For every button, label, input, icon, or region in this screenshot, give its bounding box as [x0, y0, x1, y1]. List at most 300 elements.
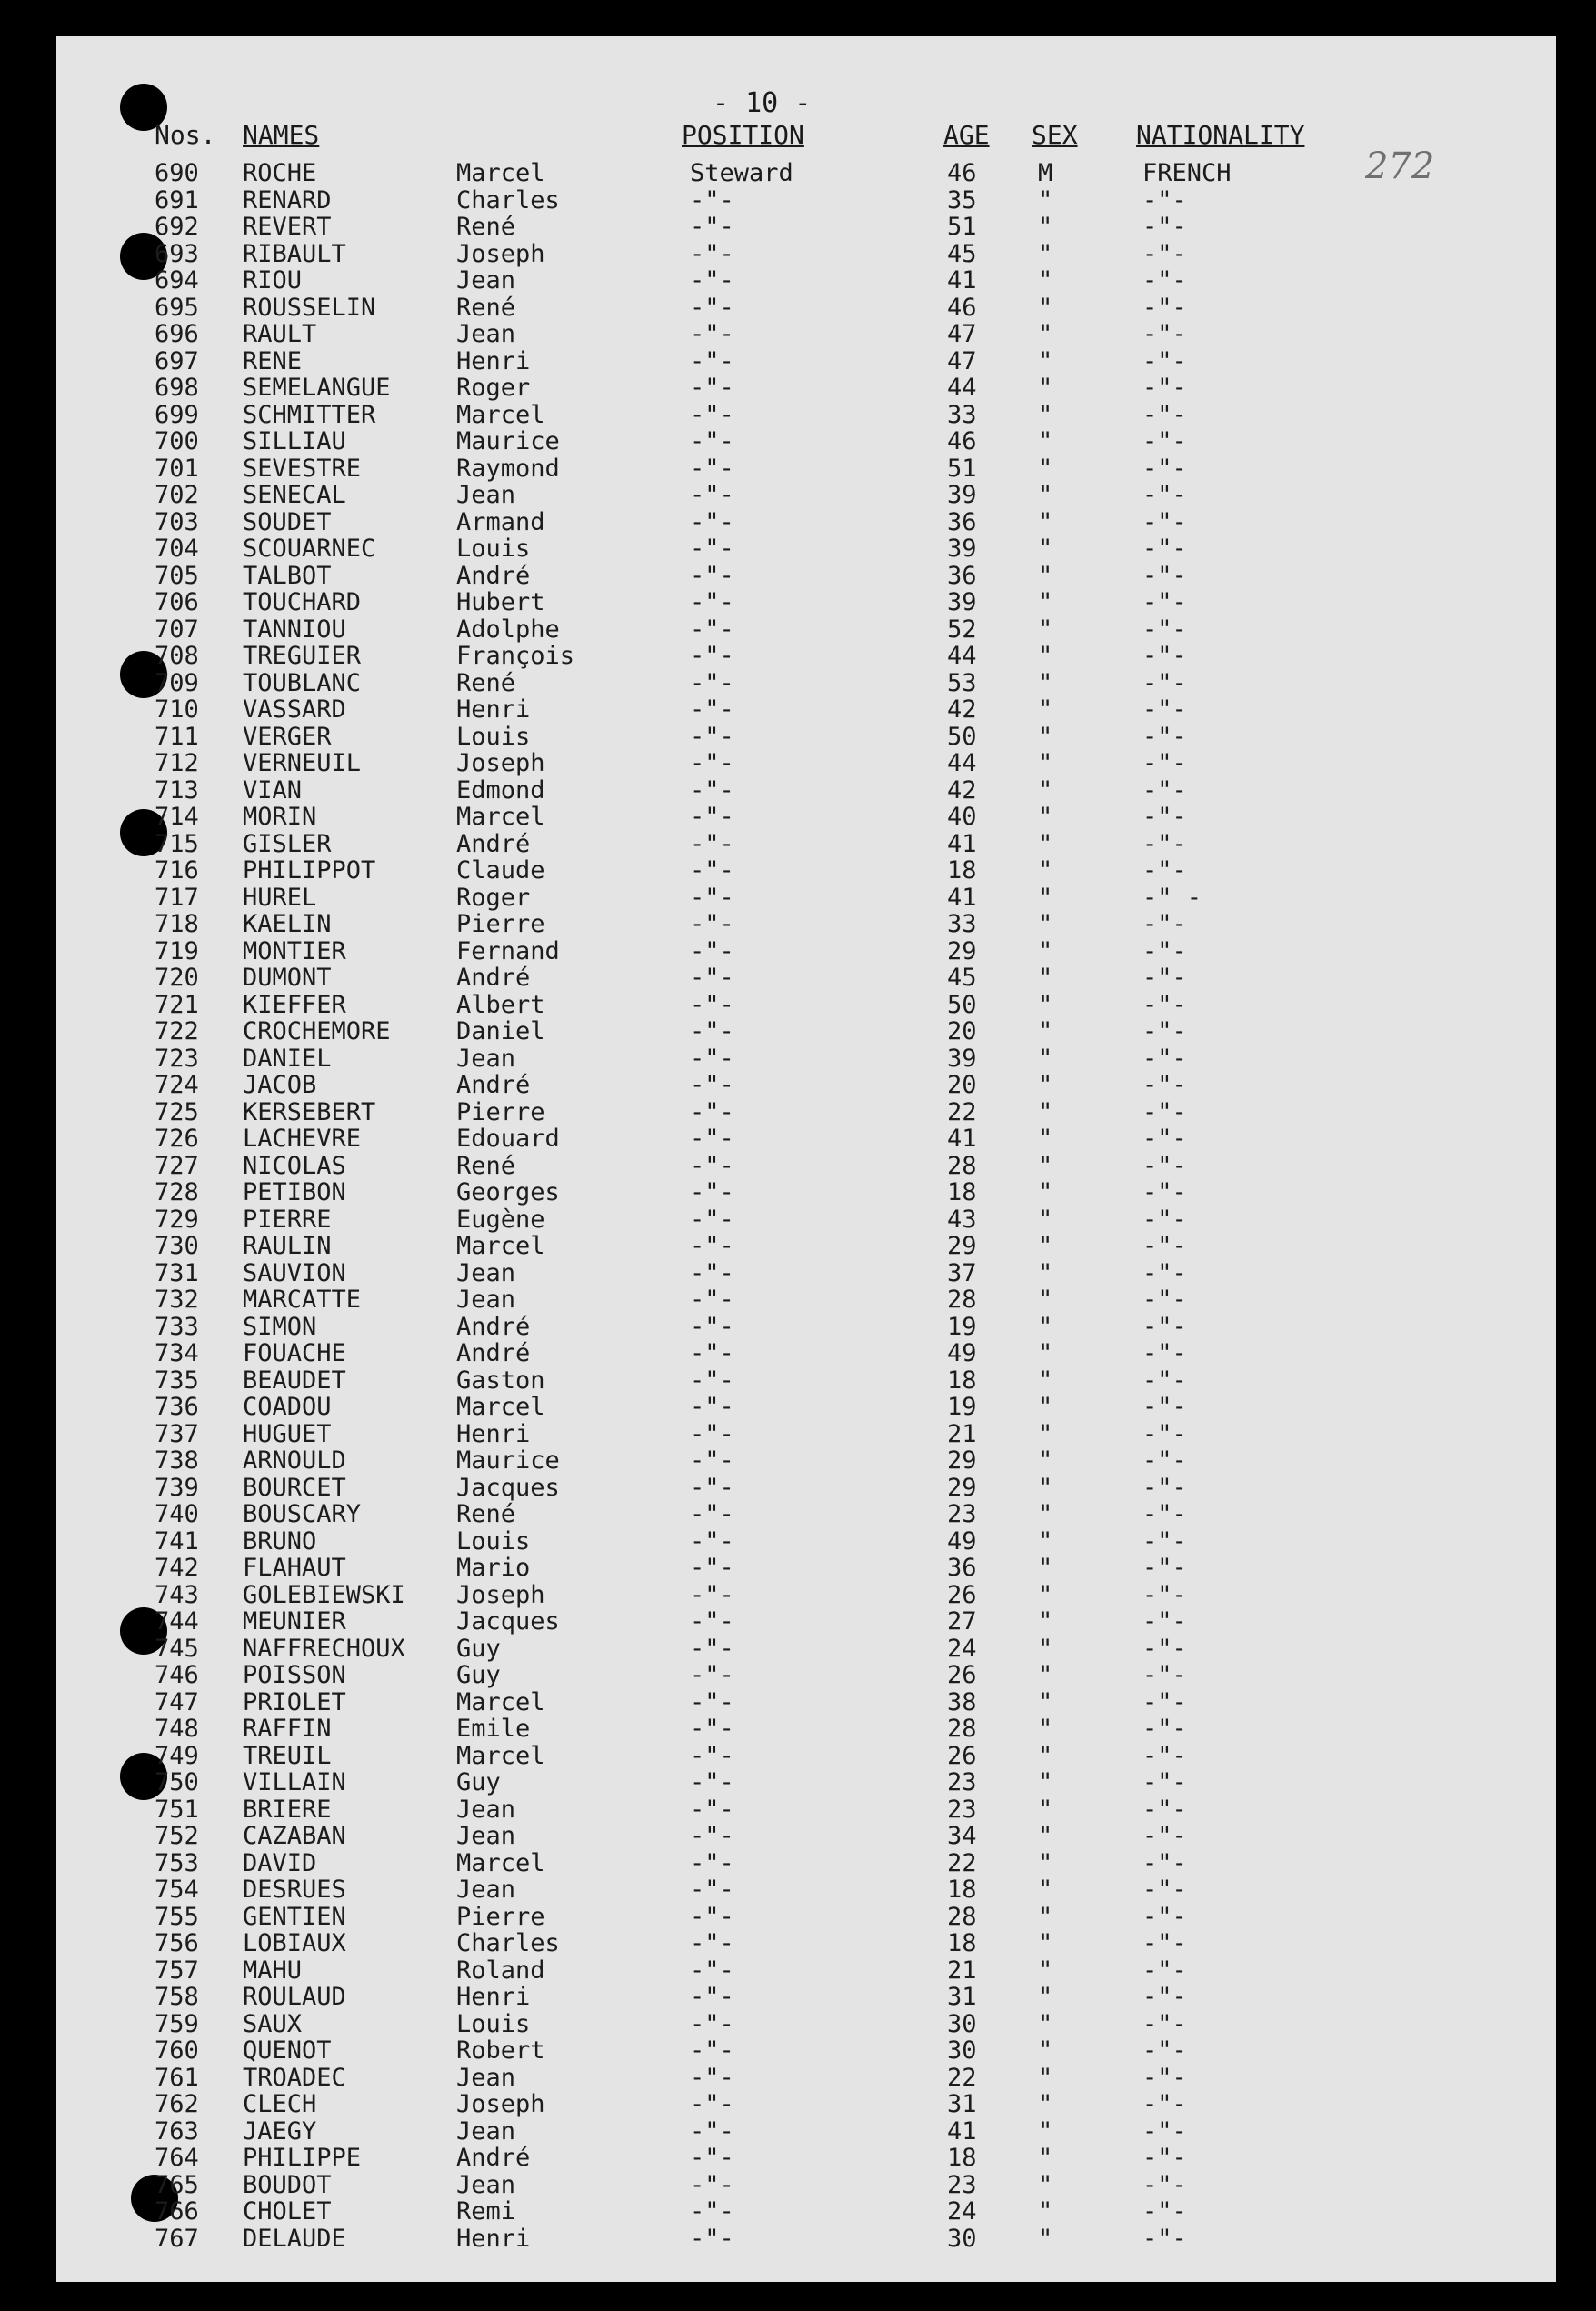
position: -"- — [690, 2116, 734, 2146]
age: 39 — [947, 588, 977, 616]
header-position: POSITION — [682, 120, 804, 150]
age: 26 — [947, 1661, 977, 1689]
age: 21 — [947, 1419, 977, 1448]
age: 50 — [947, 990, 977, 1019]
age: 45 — [947, 239, 977, 268]
age: 45 — [947, 964, 977, 992]
entry-number: 736 — [155, 1393, 199, 1421]
table-row — [56, 2226, 1556, 2253]
entry-number: 727 — [155, 1151, 199, 1180]
last-name: ROUSSELIN — [243, 293, 376, 322]
entry-number: 744 — [155, 1607, 199, 1636]
last-name: KIEFFER — [243, 990, 346, 1019]
position: -"- — [690, 1687, 734, 1716]
first-name: Guy — [456, 1634, 501, 1663]
entry-number: 754 — [155, 1876, 199, 1904]
sex: " — [1038, 1956, 1053, 1985]
last-name: BRUNO — [243, 1526, 317, 1556]
table-row — [56, 509, 1556, 536]
nationality: -"- — [1142, 1151, 1187, 1180]
position: -"- — [690, 1044, 734, 1073]
first-name: Marcel — [456, 1232, 545, 1260]
first-name: Pierre — [456, 1097, 545, 1126]
entry-number: 694 — [155, 266, 199, 295]
table-row — [56, 1099, 1556, 1126]
sex: " — [1038, 1634, 1053, 1663]
table-row — [56, 1018, 1556, 1045]
position: -"- — [690, 374, 734, 402]
entry-number: 721 — [155, 990, 199, 1019]
sex: " — [1038, 481, 1053, 509]
entry-number: 711 — [155, 722, 199, 751]
first-name: Jean — [456, 1822, 516, 1850]
table-row — [56, 1421, 1556, 1448]
table-row — [56, 670, 1556, 697]
nationality: -"- — [1142, 1956, 1187, 1985]
nationality: -"- — [1142, 346, 1187, 375]
first-name: Roger — [456, 374, 531, 402]
last-name: BOURCET — [243, 1473, 346, 1502]
last-name: MONTIER — [243, 936, 346, 965]
last-name: PHILIPPE — [243, 2144, 362, 2172]
last-name: TANNIOU — [243, 615, 346, 644]
sex: " — [1038, 1017, 1053, 1045]
age: 46 — [947, 293, 977, 322]
sex: " — [1038, 293, 1053, 322]
table-row — [56, 1394, 1556, 1421]
last-name: MEUNIER — [243, 1607, 346, 1636]
entry-number: 693 — [155, 239, 199, 268]
last-name: CLECH — [243, 2090, 317, 2118]
entry-number: 762 — [155, 2090, 199, 2118]
table-row — [56, 1769, 1556, 1796]
first-name: Gaston — [456, 1366, 545, 1395]
position: -"- — [690, 1125, 734, 1153]
position: -"- — [690, 1205, 734, 1234]
first-name: Joseph — [456, 1580, 545, 1609]
table-row — [56, 1501, 1556, 1528]
age: 52 — [947, 615, 977, 644]
last-name: VERNEUIL — [243, 749, 362, 777]
first-name: Jean — [456, 1795, 516, 1824]
position: -"- — [690, 320, 734, 348]
nationality: -" - — [1142, 883, 1202, 912]
nationality: -"- — [1142, 910, 1187, 938]
age: 29 — [947, 936, 977, 965]
last-name: HUREL — [243, 883, 317, 912]
entry-number: 757 — [155, 1956, 199, 1985]
age: 53 — [947, 668, 977, 697]
entry-number: 706 — [155, 588, 199, 616]
age: 46 — [947, 427, 977, 455]
table-row — [56, 643, 1556, 670]
nationality: -"- — [1142, 1393, 1187, 1421]
sex: " — [1038, 320, 1053, 348]
nationality: -"- — [1142, 1044, 1187, 1073]
entry-number: 751 — [155, 1795, 199, 1824]
table-row — [56, 563, 1556, 590]
table-row — [56, 2145, 1556, 2172]
first-name: Albert — [456, 990, 545, 1019]
age: 18 — [947, 1178, 977, 1206]
first-name: Jean — [456, 1876, 516, 1904]
last-name: MARCATTE — [243, 1286, 362, 1314]
last-name: RIBAULT — [243, 239, 346, 268]
position: -"- — [690, 2090, 734, 2118]
age: 22 — [947, 2063, 977, 2092]
entry-number: 703 — [155, 507, 199, 536]
first-name: Henri — [456, 695, 531, 724]
first-name: Pierre — [456, 910, 545, 938]
nationality: -"- — [1142, 266, 1187, 295]
age: 28 — [947, 1151, 977, 1180]
last-name: MORIN — [243, 803, 317, 831]
nationality: -"- — [1142, 374, 1187, 402]
position: -"- — [690, 1312, 734, 1341]
table-row — [56, 2011, 1556, 2038]
last-name: VILLAIN — [243, 1768, 346, 1796]
age: 18 — [947, 1929, 977, 1957]
sex: " — [1038, 2144, 1053, 2172]
age: 36 — [947, 1554, 977, 1582]
table-row — [56, 724, 1556, 751]
last-name: NICOLAS — [243, 1151, 346, 1180]
sex: " — [1038, 1848, 1053, 1877]
entry-number: 713 — [155, 775, 199, 805]
entry-number: 712 — [155, 749, 199, 777]
sex: " — [1038, 1768, 1053, 1796]
sex: " — [1038, 1822, 1053, 1850]
last-name: SENECAL — [243, 481, 346, 509]
last-name: RENE — [243, 346, 303, 375]
entry-number: 697 — [155, 346, 199, 375]
last-name: BEAUDET — [243, 1366, 346, 1395]
first-name: Armand — [456, 507, 545, 536]
nationality: -"- — [1142, 2224, 1187, 2253]
first-name: Hubert — [456, 588, 545, 616]
first-name: André — [456, 964, 531, 992]
table-row — [56, 1045, 1556, 1073]
table-row — [56, 885, 1556, 912]
first-name: René — [456, 668, 516, 697]
table-row — [56, 1125, 1556, 1153]
table-row — [56, 1608, 1556, 1636]
age: 28 — [947, 1902, 977, 1931]
sex: " — [1038, 2197, 1053, 2226]
table-row — [56, 1447, 1556, 1475]
nationality: -"- — [1142, 695, 1187, 724]
position: -"- — [690, 507, 734, 536]
first-name: René — [456, 213, 516, 241]
position: -"- — [690, 454, 734, 483]
age: 40 — [947, 803, 977, 831]
last-name: SIMON — [243, 1312, 317, 1341]
table-row — [56, 295, 1556, 322]
position: -"- — [690, 1178, 734, 1206]
age: 24 — [947, 2197, 977, 2226]
entry-number: 691 — [155, 185, 199, 215]
age: 24 — [947, 1634, 977, 1663]
sex: " — [1038, 1044, 1053, 1073]
last-name: SOUDET — [243, 507, 332, 536]
nationality: -"- — [1142, 400, 1187, 429]
entry-number: 735 — [155, 1366, 199, 1395]
position: -"- — [690, 1339, 734, 1367]
position: -"- — [690, 990, 734, 1019]
first-name: Marcel — [456, 1393, 545, 1421]
nationality: -"- — [1142, 2116, 1187, 2146]
table-row — [56, 2065, 1556, 2092]
sex: " — [1038, 374, 1053, 402]
entry-number: 760 — [155, 2036, 199, 2065]
sex: " — [1038, 1715, 1053, 1743]
sex: " — [1038, 1232, 1053, 1260]
nationality: -"- — [1142, 1017, 1187, 1045]
last-name: PRIOLET — [243, 1687, 346, 1716]
sex: " — [1038, 1580, 1053, 1609]
age: 20 — [947, 1071, 977, 1099]
age: 34 — [947, 1822, 977, 1850]
sex: " — [1038, 1741, 1053, 1770]
last-name: SILLIAU — [243, 427, 346, 455]
first-name: Jacques — [456, 1607, 560, 1636]
document-page — [56, 36, 1556, 2282]
first-name: Louis — [456, 2009, 531, 2038]
first-name: Eugène — [456, 1205, 545, 1234]
sex: " — [1038, 803, 1053, 831]
entry-number: 739 — [155, 1473, 199, 1502]
entry-number: 719 — [155, 936, 199, 965]
position: -"- — [690, 1661, 734, 1689]
age: 33 — [947, 400, 977, 429]
first-name: Jean — [456, 1044, 516, 1073]
age: 33 — [947, 910, 977, 938]
entry-number: 756 — [155, 1929, 199, 1957]
nationality: -"- — [1142, 803, 1187, 831]
entry-number: 765 — [155, 2170, 199, 2199]
nationality: -"- — [1142, 1983, 1187, 2011]
entry-number: 696 — [155, 320, 199, 348]
nationality: -"- — [1142, 2090, 1187, 2118]
age: 50 — [947, 722, 977, 751]
table-row — [56, 857, 1556, 885]
entry-number: 695 — [155, 293, 199, 322]
last-name: JACOB — [243, 1071, 317, 1099]
nationality: -"- — [1142, 1419, 1187, 1448]
sex: " — [1038, 561, 1053, 590]
table-row — [56, 1636, 1556, 1663]
first-name: Henri — [456, 1983, 531, 2011]
sex: " — [1038, 856, 1053, 885]
last-name: HUGUET — [243, 1419, 332, 1448]
age: 22 — [947, 1097, 977, 1126]
position: -"- — [690, 1473, 734, 1502]
table-row — [56, 1367, 1556, 1395]
position: -"- — [690, 775, 734, 805]
age: 49 — [947, 1526, 977, 1556]
position: -"- — [690, 1741, 734, 1770]
nationality: -"- — [1142, 1339, 1187, 1367]
nationality: -"- — [1142, 1071, 1187, 1099]
sex: " — [1038, 346, 1053, 375]
nationality: -"- — [1142, 1902, 1187, 1931]
nationality: -"- — [1142, 1125, 1187, 1153]
table-row — [56, 535, 1556, 563]
nationality: -"- — [1142, 1232, 1187, 1260]
nationality: -"- — [1142, 535, 1187, 563]
sex: " — [1038, 1071, 1053, 1099]
sex: " — [1038, 507, 1053, 536]
sex: " — [1038, 1312, 1053, 1341]
nationality: -"- — [1142, 1687, 1187, 1716]
last-name: DELAUDE — [243, 2224, 346, 2253]
position: -"- — [690, 213, 734, 241]
nationality: -"- — [1142, 213, 1187, 241]
last-name: LOBIAUX — [243, 1929, 346, 1957]
nationality: -"- — [1142, 1554, 1187, 1582]
last-name: FOUACHE — [243, 1339, 346, 1367]
last-name: COADOU — [243, 1393, 332, 1421]
nationality: -"- — [1142, 2170, 1187, 2199]
nationality: -"- — [1142, 1366, 1187, 1395]
sex: " — [1038, 1795, 1053, 1824]
first-name: Claude — [456, 856, 545, 885]
sex: " — [1038, 1526, 1053, 1556]
first-name: André — [456, 1339, 531, 1367]
nationality: -"- — [1142, 749, 1187, 777]
entry-number: 737 — [155, 1419, 199, 1448]
sex: " — [1038, 1125, 1053, 1153]
table-row — [56, 831, 1556, 858]
table-row — [56, 455, 1556, 483]
first-name: Marcel — [456, 803, 545, 831]
table-row — [56, 1957, 1556, 1985]
entry-number: 708 — [155, 642, 199, 670]
position: -"- — [690, 1258, 734, 1287]
entry-number: 732 — [155, 1286, 199, 1314]
age: 27 — [947, 1607, 977, 1636]
entry-number: 734 — [155, 1339, 199, 1367]
position: -"- — [690, 588, 734, 616]
first-name: Jean — [456, 2170, 516, 2199]
nationality: -"- — [1142, 2063, 1187, 2092]
last-name: TALBOT — [243, 561, 332, 590]
first-name: René — [456, 293, 516, 322]
sex: " — [1038, 2063, 1053, 2092]
entry-number: 726 — [155, 1125, 199, 1153]
age: 30 — [947, 2036, 977, 2065]
sex: " — [1038, 1983, 1053, 2011]
last-name: RAULIN — [243, 1232, 332, 1260]
entry-number: 715 — [155, 829, 199, 858]
sex: M — [1038, 159, 1053, 187]
age: 35 — [947, 185, 977, 215]
entry-number: 753 — [155, 1848, 199, 1877]
table-row — [56, 482, 1556, 509]
last-name: BOUDOT — [243, 2170, 332, 2199]
age: 30 — [947, 2224, 977, 2253]
last-name: TOUCHARD — [243, 588, 362, 616]
entry-number: 763 — [155, 2116, 199, 2146]
first-name: Roger — [456, 883, 531, 912]
age: 44 — [947, 642, 977, 670]
last-name: NAFFRECHOUX — [243, 1634, 405, 1663]
first-name: Maurice — [456, 427, 560, 455]
sex: " — [1038, 1929, 1053, 1957]
position: -"- — [690, 964, 734, 992]
position: -"- — [690, 1768, 734, 1796]
nationality: -"- — [1142, 320, 1187, 348]
table-row — [56, 1153, 1556, 1180]
last-name: TOUBLANC — [243, 668, 362, 697]
sex: " — [1038, 1205, 1053, 1234]
age: 18 — [947, 2144, 977, 2172]
first-name: Maurice — [456, 1446, 560, 1475]
first-name: Georges — [456, 1178, 560, 1206]
entry-number: 749 — [155, 1741, 199, 1770]
table-row — [56, 267, 1556, 295]
page-number: - 10 - — [713, 87, 812, 119]
sex: " — [1038, 1876, 1053, 1904]
age: 44 — [947, 749, 977, 777]
age: 46 — [947, 159, 977, 187]
first-name: François — [456, 642, 575, 670]
entry-number: 767 — [155, 2224, 199, 2253]
sex: " — [1038, 400, 1053, 429]
age: 18 — [947, 1876, 977, 1904]
position: -"- — [690, 561, 734, 590]
first-name: Guy — [456, 1661, 501, 1689]
table-row — [56, 589, 1556, 616]
first-name: Jean — [456, 2116, 516, 2146]
table-row — [56, 2091, 1556, 2118]
position: -"- — [690, 856, 734, 885]
first-name: Jacques — [456, 1473, 560, 1502]
nationality: -"- — [1142, 1258, 1187, 1287]
folio-number: 272 — [1365, 145, 1435, 187]
first-name: Joseph — [456, 239, 545, 268]
last-name: FLAHAUT — [243, 1554, 346, 1582]
nationality: -"- — [1142, 1768, 1187, 1796]
table-row — [56, 2172, 1556, 2199]
position: -"- — [690, 400, 734, 429]
age: 26 — [947, 1741, 977, 1770]
table-row — [56, 777, 1556, 805]
position: -"- — [690, 1580, 734, 1609]
entry-number: 716 — [155, 856, 199, 885]
entry-number: 704 — [155, 535, 199, 563]
entry-number: 728 — [155, 1178, 199, 1206]
first-name: Charles — [456, 1929, 560, 1957]
last-name: PETIBON — [243, 1178, 346, 1206]
position: -"- — [690, 1232, 734, 1260]
entry-number: 764 — [155, 2144, 199, 2172]
last-name: ARNOULD — [243, 1446, 346, 1475]
sex: " — [1038, 2170, 1053, 2199]
table-row — [56, 321, 1556, 348]
nationality: -"- — [1142, 2197, 1187, 2226]
sex: " — [1038, 695, 1053, 724]
nationality: -"- — [1142, 615, 1187, 644]
position: -"- — [690, 1393, 734, 1421]
last-name: GENTIEN — [243, 1902, 346, 1931]
first-name: Guy — [456, 1768, 501, 1796]
table-row — [56, 1233, 1556, 1260]
table-row — [56, 402, 1556, 429]
table-row — [56, 1850, 1556, 1877]
last-name: RAULT — [243, 320, 317, 348]
last-name: TREUIL — [243, 1741, 332, 1770]
